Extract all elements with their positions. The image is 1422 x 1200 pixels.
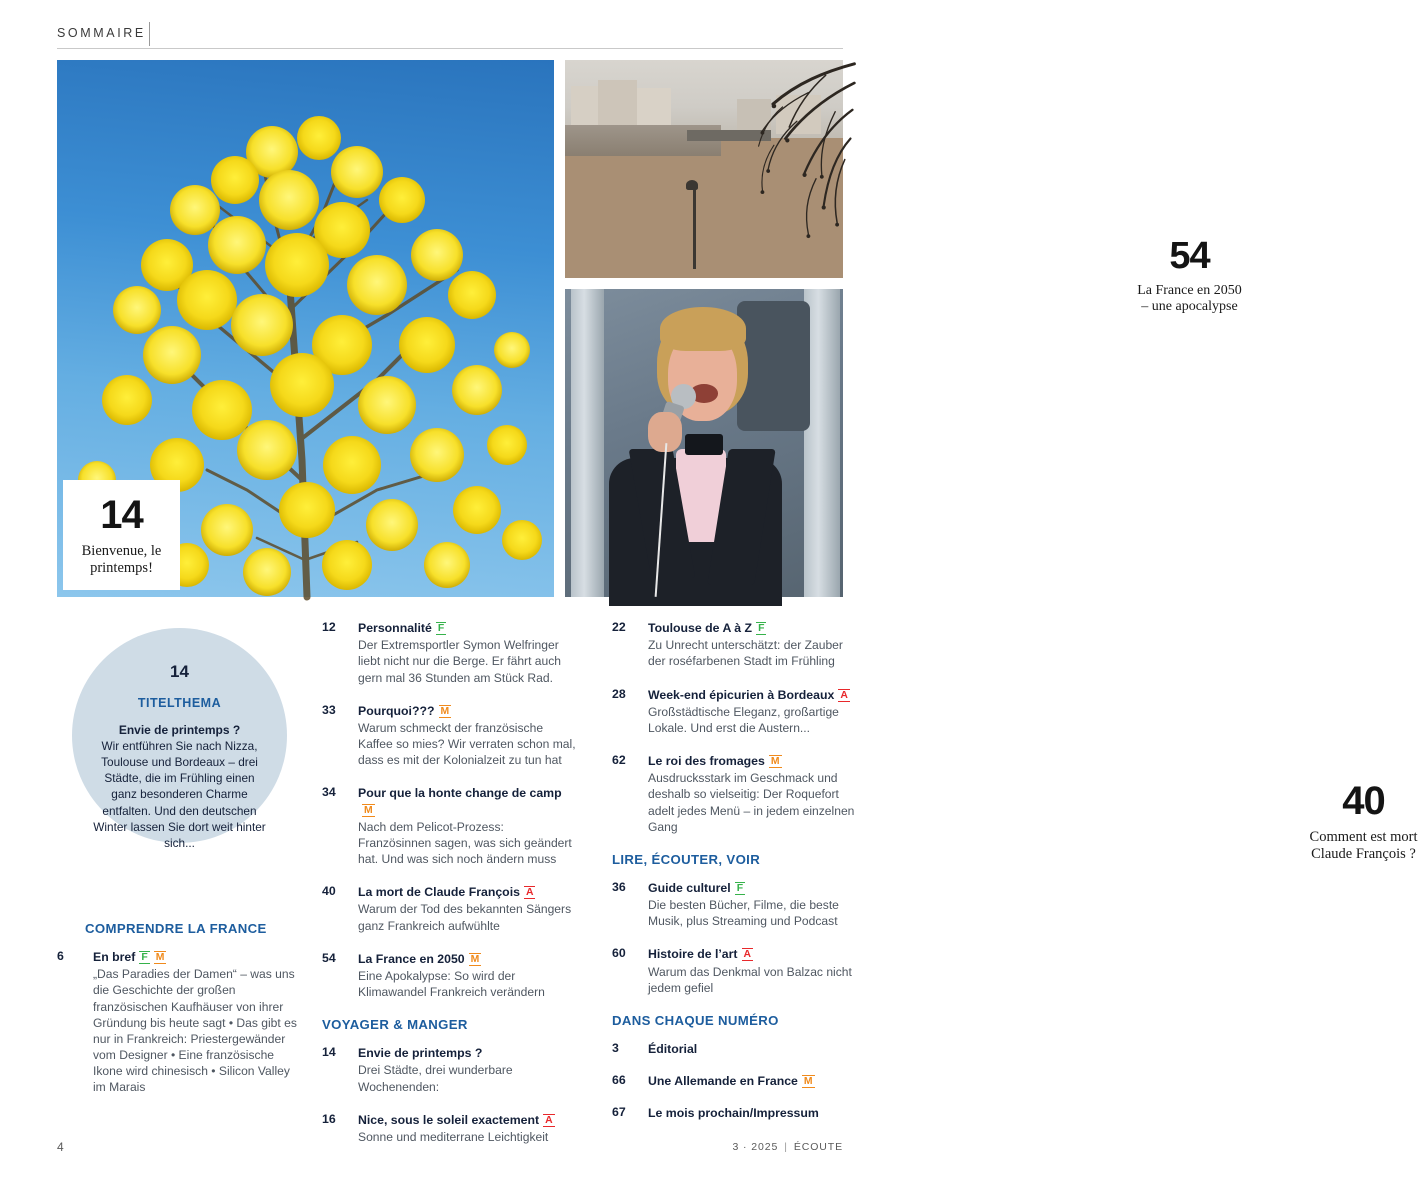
toc-entry[interactable] (322, 785, 577, 867)
footer-magazine-name: ÉCOUTE (793, 1141, 843, 1153)
footer-issue-date: 3 · 2025 (732, 1141, 779, 1153)
page-title: SOMMAIRE (57, 26, 146, 40)
entry-description: Ausdrucksstark im Geschmack und deshalb so vielseitig: Der Roquefort adelt jedes Menü – in jedem einzelnen Gang (648, 771, 855, 834)
entry-page-number: 36 (612, 879, 626, 894)
cover-story-circle[interactable] (72, 628, 287, 850)
entry-title-text: Pour que la honte change de camp (358, 786, 562, 801)
entry-title (93, 949, 302, 965)
entry-description: Warum schmeckt der französische Kaffee so mies? Wir verraten schon mal, dass es mit der Kolonialzeit zu tun hat (358, 720, 576, 768)
caption-page-number: 40 (1342, 778, 1385, 823)
entry-title-text: Pourquoi??? (358, 703, 435, 718)
entry-title (648, 1105, 857, 1121)
toc-entry[interactable] (322, 1045, 577, 1095)
level-badge-M: M (470, 953, 480, 965)
hair-fringe (660, 307, 746, 350)
page-header (57, 22, 843, 50)
toc-entry[interactable] (612, 1073, 857, 1089)
entry-title-text: Personnalité (358, 621, 432, 635)
entry-title-text: Guide culturel (648, 880, 731, 895)
entry-description: Sonne und mediterrane Leichtigkeit (358, 1129, 549, 1144)
entry-title-text: Une Allemande en France (648, 1074, 798, 1088)
level-badge-A: A (743, 949, 752, 961)
entry-title-text: Éditorial (648, 1041, 698, 1056)
entry-title-text: Toulouse de A à Z (648, 621, 753, 635)
level-badge-M: M (770, 756, 780, 767)
entry-title (358, 785, 577, 818)
toc-entry[interactable] (612, 687, 857, 737)
toc-entry[interactable] (612, 620, 857, 670)
caption-label: Bienvenue, le printemps! (81, 543, 162, 576)
entry-page-number: 3 (612, 1040, 619, 1055)
level-badge-M: M (364, 804, 373, 816)
bare-tree-branches (682, 51, 854, 278)
caption-box-14[interactable] (63, 480, 180, 590)
bow-tie (685, 434, 724, 456)
entry-title (648, 1073, 857, 1089)
entry-page-number: 16 (322, 1111, 336, 1126)
toc-entry[interactable] (612, 1105, 857, 1121)
toc-entry[interactable] (612, 946, 857, 996)
toc-entry[interactable] (612, 753, 857, 835)
caption-box-40[interactable] (1305, 764, 1422, 877)
entry-title (358, 1045, 577, 1061)
entry-description: Zu Unrecht unterschätzt: der Zauber der roséfarbenen Stadt im Frühling (648, 638, 843, 669)
entry-description: Eine Apokalypse: So wird der Klimawandel Frankreich verändern (358, 968, 545, 999)
entry-description: Drei Städte, drei wunderbare Wochenenden: (358, 1063, 513, 1094)
level-badge-A: A (840, 689, 848, 701)
entry-page-number: 33 (322, 702, 336, 717)
entry-title-text: Histoire de l’art (648, 947, 738, 962)
entry-title-text: La France en 2050 (358, 951, 465, 966)
level-badge-F: F (736, 882, 744, 894)
stage-column-left (571, 289, 604, 597)
entry-description: Warum das Denkmal von Balzac nicht jedem gefiel (648, 964, 852, 995)
entry-page-number: 40 (322, 884, 336, 899)
toc-entry[interactable] (322, 620, 577, 686)
entry-title (648, 1041, 857, 1057)
entry-title-text: La mort de Claude François (358, 885, 520, 900)
footer-page-number: 4 (57, 1140, 64, 1154)
stage-shadow (737, 301, 809, 430)
entry-title-text: Week-end épicurien à Bordeaux (648, 687, 835, 702)
entry-title (648, 880, 857, 896)
entry-description: Nach dem Pelicot-Prozess: Französinnen sagen, was sich geändert hat. Und was sich noch ändern muss (358, 819, 572, 866)
entry-title (648, 620, 857, 636)
toc-entry[interactable] (612, 1041, 857, 1057)
circle-kicker: TITELTHEMA (137, 696, 222, 710)
entry-title (648, 687, 857, 703)
entry-description: Großstädtische Eleganz, großartige Lokale. Und erst die Austern... (648, 704, 839, 735)
entry-page-number: 12 (322, 620, 336, 634)
toc-entry[interactable] (322, 951, 577, 1001)
level-badge-F: F (758, 623, 765, 634)
section-heading-voyager: VOYAGER & MANGER (322, 1017, 468, 1033)
entry-page-number: 67 (612, 1105, 626, 1120)
entry-title (358, 620, 577, 636)
circle-body: Wir entführen Sie nach Nizza, Toulouse und Bordeaux – drei Städte, die im Frühling einen ganz besonderen Charme entfalten. Und den deutschen Winter lassen Sie dort weit hinter sich... (93, 739, 266, 850)
caption-label: La France en 2050 – une apocalypse (1137, 282, 1242, 314)
caption-label: Comment est mort Claude François ? (1309, 828, 1418, 862)
entry-page-number: 54 (322, 950, 336, 965)
entry-page-number: 14 (322, 1045, 336, 1060)
entry-title-text: Nice, sous le soleil exactement (358, 1112, 540, 1127)
entry-title (648, 946, 857, 962)
section-heading-lire: LIRE, ÉCOUTER, VOIR (612, 851, 761, 867)
circle-title: Envie de printemps ? (118, 723, 241, 737)
mimosa-photo[interactable] (57, 60, 554, 597)
entry-page-number: 6 (57, 949, 64, 963)
seine-flood-photo[interactable] (565, 60, 1242, 314)
entry-page-number: 66 (612, 1073, 626, 1087)
entry-description: „Das Paradies der Damen“ – was uns die Geschichte der großen französischen Kaufhäuser von ihrer Gründung bis heute sagt • Das gibt es nur in Frankreich: Priestergewänder vom Designer • Eine französische Ikone wird chinesisch • Silicon Valley im Marais (93, 967, 297, 1094)
level-badge-A: A (525, 887, 534, 899)
section-heading-comprendre: COMPRENDRE LA FRANCE (85, 921, 267, 936)
entry-title-text: Envie de printemps ? (358, 1046, 483, 1061)
header-divider (149, 22, 150, 46)
toc-entry[interactable] (57, 949, 302, 1095)
level-badge-F: F (141, 952, 148, 963)
entry-title (358, 1112, 577, 1128)
entry-title-text: Le roi des fromages (648, 754, 765, 768)
entry-page-number: 28 (612, 686, 626, 701)
caption-box-54[interactable] (1132, 220, 1247, 330)
entry-page-number: 22 (612, 620, 626, 634)
entry-description: Warum der Tod des bekannten Sängers ganz Frankreich aufwühlte (358, 902, 572, 933)
level-badge-M: M (803, 1076, 813, 1087)
caption-page-number: 14 (100, 493, 143, 538)
toc-entry[interactable] (322, 884, 577, 934)
entry-page-number: 60 (612, 946, 626, 961)
entry-title (358, 951, 577, 967)
toc-entry[interactable] (612, 880, 857, 930)
level-badge-A: A (545, 1114, 553, 1126)
page-footer (57, 1140, 843, 1160)
column-left (57, 620, 302, 1112)
column-middle (322, 620, 577, 1162)
section-heading-dans-chaque: DANS CHAQUE NUMÉRO (612, 1012, 779, 1028)
header-rule (57, 48, 843, 49)
level-badge-M: M (440, 705, 450, 717)
level-badge-M: M (155, 952, 165, 963)
level-badge-F: F (437, 623, 445, 634)
entry-title-text: En bref (93, 950, 136, 964)
toc-entry[interactable] (322, 703, 577, 769)
footer-issue-info (732, 1141, 843, 1153)
footer-separator: | (784, 1141, 788, 1153)
entry-description: Der Extremsportler Symon Welfringer liebt nicht nur die Berge. Er fährt auch gern mal 36 Stunden am Stück Rad. (358, 638, 562, 685)
entry-title (358, 884, 577, 900)
entry-page-number: 34 (322, 785, 336, 800)
entry-title-text: Le mois prochain/Impressum (648, 1106, 819, 1121)
entry-description: Die besten Bücher, Filme, die beste Musik, plus Streaming und Podcast (648, 898, 839, 929)
entry-page-number: 62 (612, 753, 626, 767)
entry-title (358, 703, 577, 719)
circle-page-number: 14 (170, 662, 189, 681)
column-right (612, 620, 857, 1138)
entry-title (648, 753, 857, 769)
caption-page-number: 54 (1169, 234, 1210, 277)
